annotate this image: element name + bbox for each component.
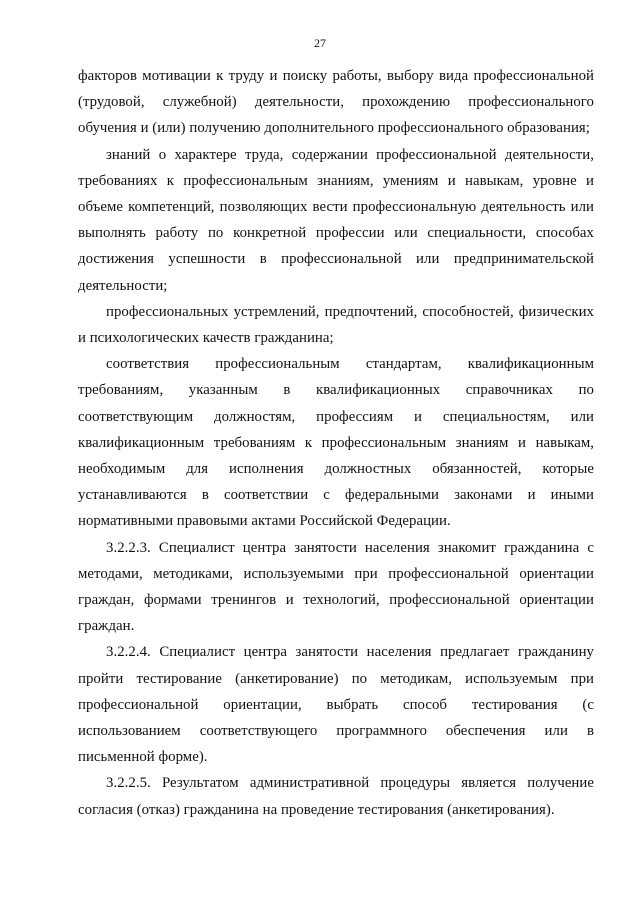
paragraph-labor-knowledge: знаний о характере труда, содержании профессиональной деятельности, требованиях к профессиональным знаниям, умениям и навыкам, уровне и объеме компетенций, позволяющих вести профессиональную деятельность или выполнять работу по конкретной профессии или специальности, способах достижения успешности в профессиональной или предпринимательской деятельности; xyxy=(78,146,594,294)
page-number: 27 xyxy=(314,36,326,50)
paragraph-standards-compliance: соответствия профессиональным стандартам, квалификационным требованиям, указанным в квалификационных справочниках по соответствующим должностям, профессиям и специальностям, или квалификационным требованиям к профессиональным знаниям и навыкам, необходимым для исполнения должностных обязанностей, которые устанавливаются в соответствии с федеральными законами и иными нормативными правовыми актами Российской Федерации. xyxy=(78,356,594,530)
document-body xyxy=(78,63,594,823)
paragraph-section-3-2-2-5: 3.2.2.5. Результатом административной процедуры является получение согласия (отказ) гражданина на проведение тестирования (анкетирования). xyxy=(78,775,594,818)
paragraph-section-3-2-2-4: 3.2.2.4. Специалист центра занятости населения предлагает гражданину пройти тестирование (анкетирование) по методикам, используемым при профессиональной ориентации, выбрать способ тестирования (с использованием соответствующего программного обеспечения или в письменной форме). xyxy=(78,644,594,766)
paragraph-professional-aspirations: профессиональных устремлений, предпочтений, способностей, физических и психологических качеств гражданина; xyxy=(78,303,594,347)
paragraph-section-3-2-2-3: 3.2.2.3. Специалист центра занятости населения знакомит гражданина с методами, методиками, используемыми при профессиональной ориентации граждан, формами тренингов и технологий, профессиональной ориентации граждан. xyxy=(78,539,594,635)
paragraph-motivation-factors: факторов мотивации к труду и поиску работы, выбору вида профессиональной (трудовой, служебной) деятельности, прохождению профессионального обучения и (или) получению дополнительного профессионального образования; xyxy=(78,68,594,137)
